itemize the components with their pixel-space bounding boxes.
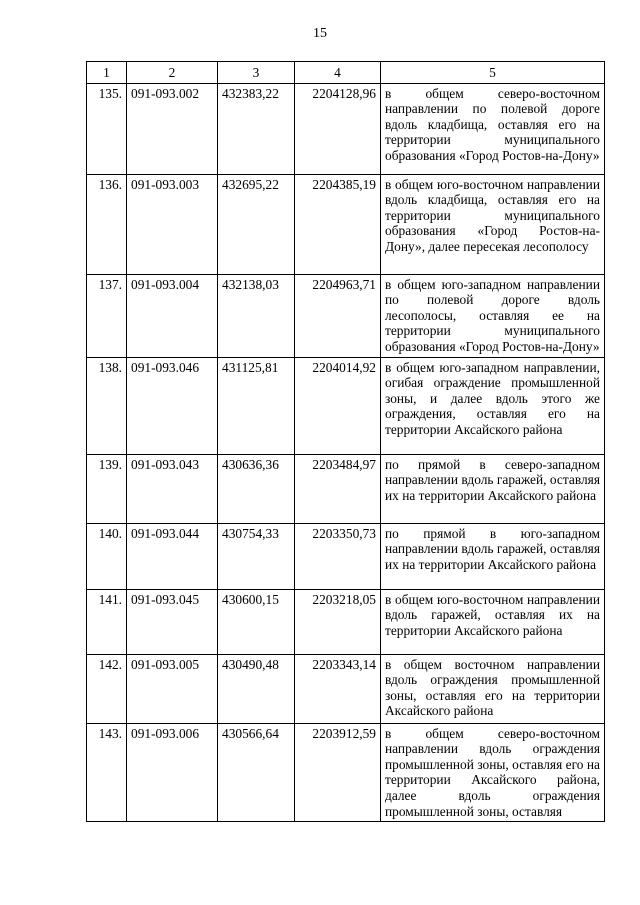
coordinate-x: 432138,03 xyxy=(218,274,295,357)
point-code: 091-093.044 xyxy=(127,523,218,589)
boundary-description: в общем восточном направлении вдоль ограждения промышленной зоны, оставляя его на территории Аксайского района xyxy=(381,654,605,723)
point-code: 091-093.002 xyxy=(127,83,218,174)
page-number: 15 xyxy=(313,26,327,41)
boundary-description: по прямой в юго-западном направлении вдоль гаражей, оставляя их на территории Аксайского района xyxy=(381,523,605,589)
coordinate-x: 430754,33 xyxy=(218,523,295,589)
table-row xyxy=(87,274,605,357)
coordinate-x: 430636,36 xyxy=(218,454,295,523)
point-code: 091-093.045 xyxy=(127,589,218,654)
coordinate-y: 2203343,14 xyxy=(295,654,381,723)
boundary-description: в общем юго-восточном направлении вдоль кладбища, оставляя его на территории муниципального образования «Город Ростов-на-Дону», далее пересекая лесополосу xyxy=(381,174,605,274)
row-number: 135. xyxy=(87,83,127,174)
boundary-description: по прямой в северо-западном направлении вдоль гаражей, оставляя их на территории Аксайского района xyxy=(381,454,605,523)
coordinate-x: 430600,15 xyxy=(218,589,295,654)
coordinate-x: 430490,48 xyxy=(218,654,295,723)
coordinate-x: 430566,64 xyxy=(218,723,295,822)
coordinate-y: 2203912,59 xyxy=(295,723,381,822)
row-number: 139. xyxy=(87,454,127,523)
table-row xyxy=(87,357,605,454)
coordinate-y: 2204385,19 xyxy=(295,174,381,274)
row-number: 136. xyxy=(87,174,127,274)
header-cell-5: 5 xyxy=(381,62,605,84)
point-code: 091-093.006 xyxy=(127,723,218,822)
row-number: 138. xyxy=(87,357,127,454)
coordinate-y: 2203484,97 xyxy=(295,454,381,523)
header-cell-2: 2 xyxy=(127,62,218,84)
row-number: 141. xyxy=(87,589,127,654)
boundary-description: в общем юго-западном направлении, огибая ограждение промышленной зоны, и далее вдоль этого же ограждения, оставляя его на территории Аксайского района xyxy=(381,357,605,454)
table-row xyxy=(87,174,605,274)
table-row xyxy=(87,723,605,822)
coordinate-x: 432383,22 xyxy=(218,83,295,174)
boundary-description: в общем юго-западном направлении по полевой дороге вдоль лесополосы, оставляя ее на территории муниципального образования «Город Ростов-на-Дону» xyxy=(381,274,605,357)
point-code: 091-093.043 xyxy=(127,454,218,523)
boundary-description: в общем юго-восточном направлении вдоль гаражей, оставляя их на территории Аксайского района xyxy=(381,589,605,654)
row-number: 140. xyxy=(87,523,127,589)
header-cell-4: 4 xyxy=(295,62,381,84)
table-row xyxy=(87,523,605,589)
coordinate-y: 2204128,96 xyxy=(295,83,381,174)
coordinate-y: 2203218,05 xyxy=(295,589,381,654)
coordinate-y: 2204963,71 xyxy=(295,274,381,357)
coordinate-y: 2204014,92 xyxy=(295,357,381,454)
table-row xyxy=(87,83,605,174)
point-code: 091-093.046 xyxy=(127,357,218,454)
point-code: 091-093.004 xyxy=(127,274,218,357)
boundary-description: в общем северо-восточном направлении по полевой дороге вдоль кладбища, оставляя его на территории муниципального образования «Город Ростов-на-Дону» xyxy=(381,83,605,174)
coordinate-x: 431125,81 xyxy=(218,357,295,454)
point-code: 091-093.005 xyxy=(127,654,218,723)
row-number: 137. xyxy=(87,274,127,357)
coordinate-y: 2203350,73 xyxy=(295,523,381,589)
boundary-points-table xyxy=(86,61,605,822)
row-number: 142. xyxy=(87,654,127,723)
header-cell-3: 3 xyxy=(218,62,295,84)
header-cell-1: 1 xyxy=(87,62,127,84)
point-code: 091-093.003 xyxy=(127,174,218,274)
table-header-row xyxy=(87,62,605,84)
coordinate-x: 432695,22 xyxy=(218,174,295,274)
table-row xyxy=(87,454,605,523)
table-row xyxy=(87,654,605,723)
row-number: 143. xyxy=(87,723,127,822)
boundary-description: в общем северо-восточном направлении вдоль ограждения промышленной зоны, оставляя его на территории Аксайского района, далее вдоль ограждения промышленной зоны, оставляя xyxy=(381,723,605,822)
table-row xyxy=(87,589,605,654)
